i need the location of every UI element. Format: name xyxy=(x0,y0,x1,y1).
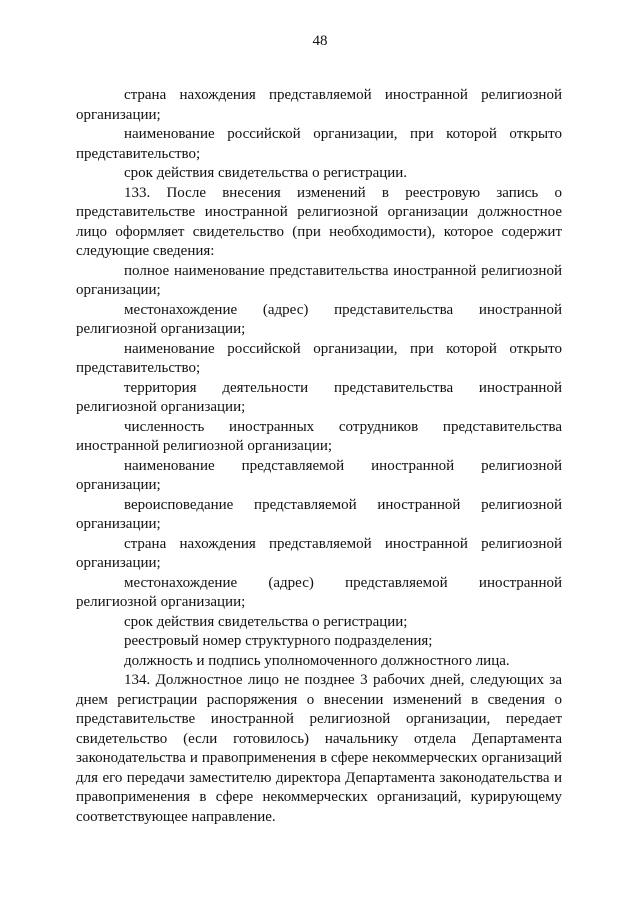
paragraph: наименование российской организации, при которой открыто представительство; xyxy=(76,340,562,376)
paragraph: наименование российской организации, при которой открыто представительство; xyxy=(76,126,562,162)
paragraph: страна нахождения представляемой иностранной религиозной организации; xyxy=(76,87,562,123)
page-number: 48 xyxy=(312,33,328,49)
paragraph: должность и подпись уполномоченного должностного лица. xyxy=(124,652,510,669)
paragraph: срок действия свидетельства о регистрации. xyxy=(124,165,408,181)
paragraph: территория деятельности представительства иностранной религиозной организации; xyxy=(76,379,562,415)
paragraph: реестровый номер структурного подразделения; xyxy=(124,633,433,649)
paragraph: вероисповедание представляемой иностранной религиозной организации; xyxy=(76,496,562,532)
paragraph: 134. Должностное лицо не позднее 3 рабочих дней, следующих за днем регистрации распоряжения о внесении изменений в сведения о представительстве иностранной религиозной организации, передает свидетельство (если готовилось) начальнику отдела Департамента законодательства и правоприменения в сфере некоммерческих организаций для его передачи заместителю директора Департамента законодательства и правоприменения в сфере некоммерческих организаций, курирующему соответствующее направление. xyxy=(76,672,562,825)
paragraph: численность иностранных сотрудников представительства иностранной религиозной организации; xyxy=(76,418,562,454)
paragraph: страна нахождения представляемой иностранной религиозной организации; xyxy=(76,535,562,571)
paragraph: местонахождение (адрес) представительства иностранной религиозной организации; xyxy=(76,301,562,337)
document-body xyxy=(76,86,562,827)
paragraph: наименование представляемой иностранной религиозной организации; xyxy=(76,457,562,493)
paragraph: полное наименование представительства иностранной религиозной организации; xyxy=(76,262,562,298)
paragraph: 133. После внесения изменений в реестровую запись о представительстве иностранной религиозной организации должностное лицо оформляет свидетельство (при необходимости), которое содержит следующие сведения: xyxy=(76,184,562,259)
paragraph: местонахождение (адрес) представляемой иностранной религиозной организации; xyxy=(76,574,562,610)
paragraph: срок действия свидетельства о регистрации; xyxy=(124,613,408,630)
